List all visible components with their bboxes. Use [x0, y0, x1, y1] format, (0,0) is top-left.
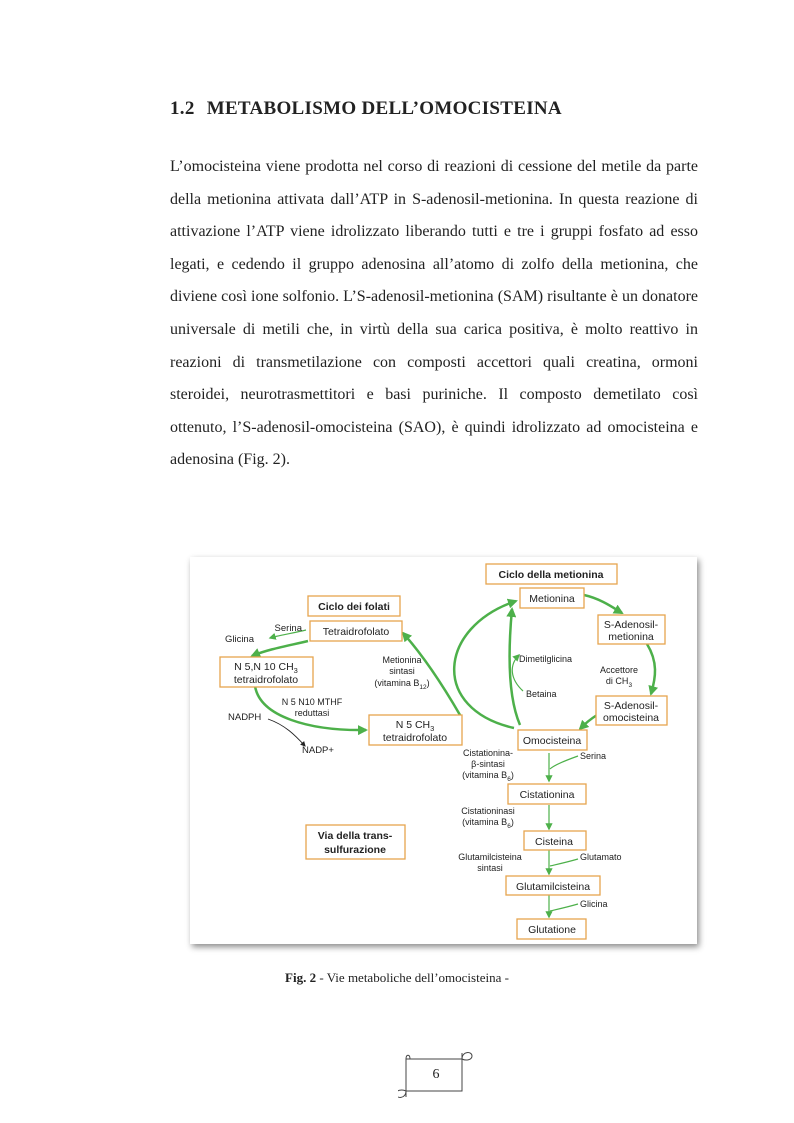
section-heading: [170, 98, 562, 120]
arrow-betaine-to-methionine: [510, 609, 520, 725]
label-cbs-2: β-sintasi: [471, 759, 505, 769]
caption-text: - Vie metaboliche dell’omocisteina -: [316, 970, 509, 985]
arrow-glicina-branch: [550, 904, 578, 911]
metabolite-omocisteina: Omocisteina: [522, 735, 582, 747]
arrow-sam-to-sah: [647, 644, 655, 694]
figure-homocysteine-pathways: [190, 557, 697, 944]
arrow-serina-branch: [550, 756, 578, 769]
label-cbs-1: Cistationina-: [462, 748, 514, 758]
label-nadp: NADP+: [302, 745, 334, 756]
label-metionina-sintasi-2: sintasi: [389, 666, 415, 676]
arrow-glutamato-branch: [550, 859, 578, 866]
metabolite-n5ch3-line1: N 5 $CH_3$: [395, 719, 435, 733]
label-glicina-gsh: Glicina: [580, 899, 608, 909]
label-serina: Serina: [274, 623, 302, 634]
metabolite-glutamilcisteina: Glutamilcisteina: [515, 881, 591, 893]
caption-label: Fig. 2: [285, 970, 317, 985]
title-folate-cycle: Ciclo dei folati: [318, 601, 390, 613]
arrow-homocysteine-to-methionine: [454, 601, 516, 728]
metabolite-metionina: Metionina: [529, 593, 575, 605]
label-glutamato: Glutamato: [580, 852, 622, 862]
arrow-sah-to-homocysteine: [580, 715, 597, 729]
arrow-folate-to-n5n10: [252, 641, 308, 656]
label-serina-cbs: Serina: [580, 751, 607, 761]
metabolite-cistationina: Cistationina: [519, 789, 575, 801]
metabolite-n5ch3-line2: tetraidrofolato: [382, 732, 448, 744]
title-transsulfuration-1: Via della trans-: [317, 830, 393, 842]
arrow-methionine-to-sam: [584, 595, 622, 613]
label-nadph: NADPH: [228, 712, 262, 723]
body-paragraph: L’omocisteina viene prodotta nel corso di reazioni di cessione del metile da parte della metionina attivata dall’ATP in S-adenosil-metionina. In questa reazione di attivazione l’ATP viene idrolizzato liberando tutti e tre i gruppi fosfato ad esso legati, e cedendo il gruppo adenosina all’atomo di zolfo della metionina, che diviene così ione solfonio. L’S-adenosil-metionina (SAM) risultante è un donatore universale di metili che, in virtù della sua carica positiva, è molto reattivo in reazioni di transmetilazione con composti accettori quali creatina, ormoni steroidei, neurotrasmettitori e basi puriniche. Il composto demetilato così ottenuto, l’S-adenosil-omocisteina (SAO), è quindi idrolizzato ad omocisteina e adenosina (Fig. 2).: [170, 158, 698, 469]
label-metionina-sintasi-1: Metionina: [382, 655, 422, 665]
label-dimetilglicina: Dimetilglicina: [519, 654, 573, 664]
metabolite-n5n10-line2: tetraidrofolato: [233, 674, 299, 686]
metabolite-tetraidrofolato: Tetraidrofolato: [322, 626, 390, 638]
label-mthf-reduttasi-1: N 5 N10 MTHF: [281, 697, 343, 707]
title-methionine-cycle: Ciclo della metionina: [498, 569, 604, 581]
metabolite-sam-line1: S-Adenosil-: [603, 619, 659, 631]
label-accettore-2: di $CH_3$: [605, 676, 633, 689]
label-betaina: Betaina: [526, 689, 557, 699]
label-cistationinasi-2: (vitamina $B_6$): [462, 817, 514, 830]
label-gcs-1: Glutamilcisteina: [458, 852, 522, 862]
pathway-diagram: [190, 557, 697, 944]
section-number: 1.2: [170, 98, 195, 119]
label-glicina: Glicina: [224, 634, 254, 645]
figure-caption: [0, 970, 794, 986]
label-accettore-1: Accettore: [599, 665, 639, 675]
metabolite-sah-line2: omocisteina: [602, 712, 660, 724]
label-cistationinasi-1: Cistationinasi: [461, 806, 515, 816]
metabolite-glutatione: Glutatione: [528, 924, 576, 936]
page-number-scroll: [398, 1045, 470, 1099]
metabolite-sam-line2: metionina: [608, 631, 654, 643]
title-transsulfuration-2: sulfurazione: [324, 844, 386, 856]
section-title: METABOLISMO DELL’OMOCISTEINA: [206, 98, 562, 119]
metabolite-sah-line1: S-Adenosil-: [603, 700, 659, 712]
metabolite-n5n10-line1: N 5,N 10 $CH_3$: [234, 661, 298, 675]
page-number: 6: [432, 1067, 440, 1082]
label-mthf-reduttasi-2: reduttasi: [294, 708, 330, 718]
label-gcs-2: sintasi: [477, 863, 503, 873]
metabolite-cisteina: Cisteina: [535, 836, 573, 848]
label-cbs-3: (vitamina $B_6$): [462, 770, 514, 783]
label-metionina-sintasi-3: (vitamina $B_{12}$): [374, 678, 430, 691]
